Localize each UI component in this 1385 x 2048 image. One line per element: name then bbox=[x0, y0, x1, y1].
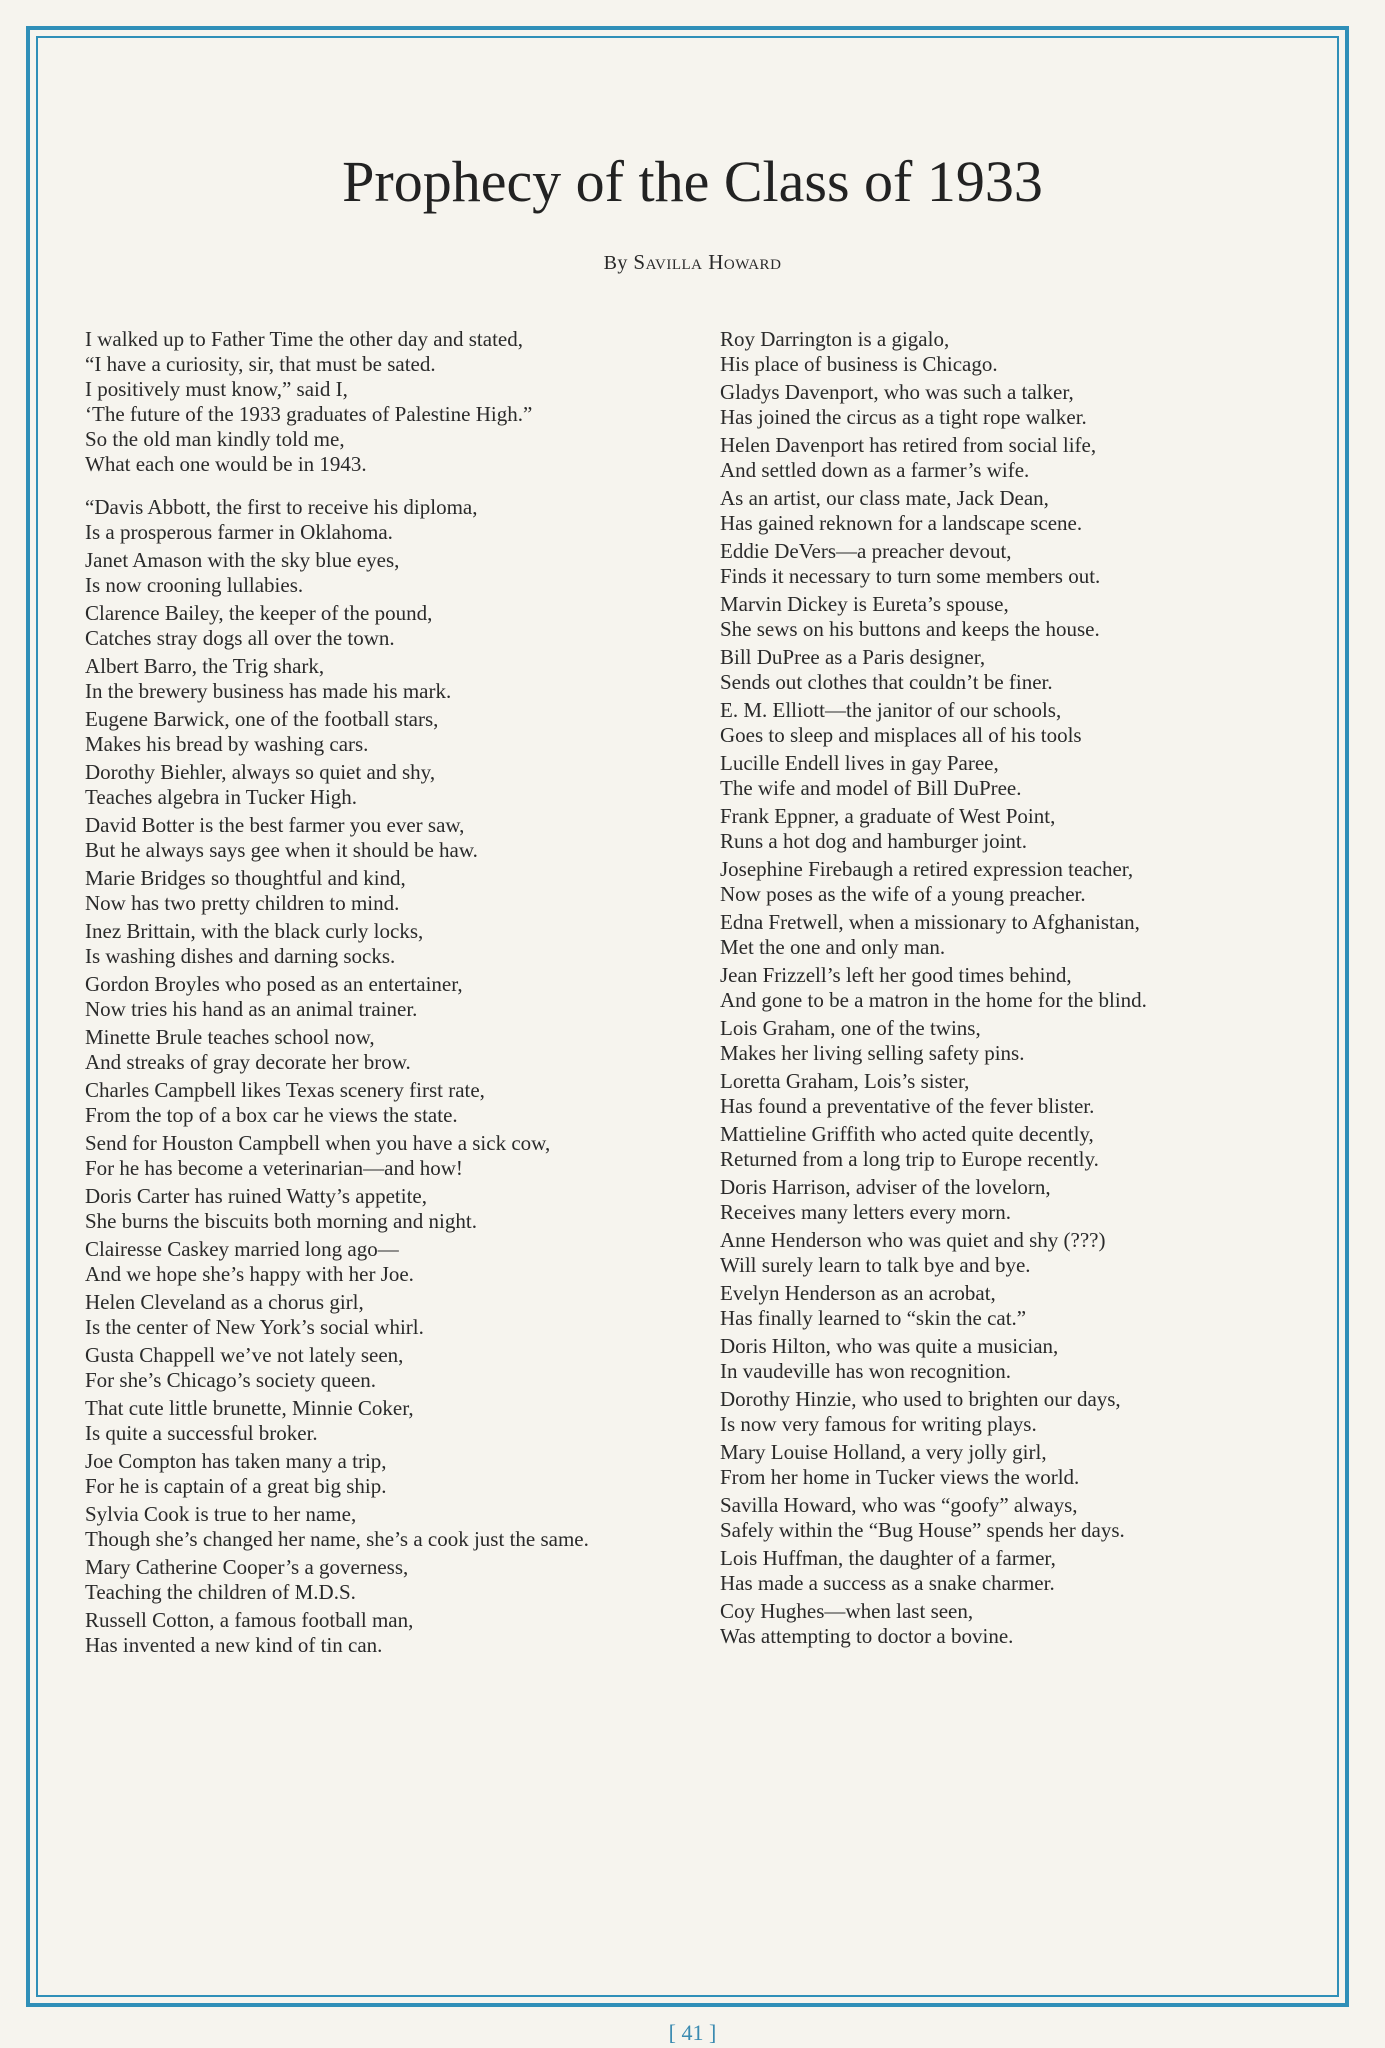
poem-stanza bbox=[720, 1493, 1332, 1543]
poem-line: The wife and model of Bill DuPree. bbox=[720, 776, 1022, 800]
poem-line: Runs a hot dog and hamburger joint. bbox=[720, 829, 1027, 853]
poem-line: Josephine Firebaugh a retired expression teacher, bbox=[720, 857, 1134, 881]
poem-line: Now poses as the wife of a young preacher. bbox=[720, 882, 1086, 906]
poem-line: Eugene Barwick, one of the football stars, bbox=[85, 707, 439, 731]
poem-line: Catches stray dogs all over the town. bbox=[85, 626, 395, 650]
poem-stanza bbox=[720, 1387, 1332, 1437]
poem-stanza bbox=[720, 1069, 1332, 1119]
poem-line: Receives many letters every morn. bbox=[720, 1200, 1011, 1224]
poem-stanza bbox=[85, 1290, 690, 1340]
poem-stanza bbox=[85, 1396, 690, 1446]
poem-line: Joe Compton has taken many a trip, bbox=[85, 1449, 387, 1473]
poem-line: Is a prosperous farmer in Oklahoma. bbox=[85, 520, 393, 544]
poem-stanza bbox=[720, 1175, 1332, 1225]
poem-stanza bbox=[85, 919, 690, 969]
poem-stanzas-right bbox=[720, 327, 1332, 1649]
poem-line: Is the center of New York’s social whirl. bbox=[85, 1315, 424, 1339]
poem-line: Goes to sleep and misplaces all of his tools bbox=[720, 723, 1082, 747]
poem-line: Has found a preventative of the fever blister. bbox=[720, 1094, 1095, 1118]
poem-line: Met the one and only man. bbox=[720, 935, 946, 959]
poem-stanza bbox=[720, 1440, 1332, 1490]
poem-line: Dorothy Hinzie, who used to brighten our days, bbox=[720, 1387, 1121, 1411]
poem-line: Doris Carter has ruined Watty’s appetite, bbox=[85, 1184, 427, 1208]
poem-stanza bbox=[85, 1608, 690, 1658]
poem-stanza bbox=[85, 866, 690, 916]
poem-line: Sends out clothes that couldn’t be finer. bbox=[720, 670, 1053, 694]
poem-line: Though she’s changed her name, she’s a cook just the same. bbox=[85, 1527, 589, 1551]
poem-line: For he has become a veterinarian—and how! bbox=[85, 1156, 463, 1180]
poem-line: And streaks of gray decorate her brow. bbox=[85, 1050, 411, 1074]
poem-line: Was attempting to doctor a bovine. bbox=[720, 1624, 1014, 1648]
poem-line: Marie Bridges so thoughtful and kind, bbox=[85, 866, 406, 890]
poem-line: From the top of a box car he views the state. bbox=[85, 1103, 458, 1127]
poem-line: Inez Brittain, with the black curly locks, bbox=[85, 919, 424, 943]
poem-stanza bbox=[720, 327, 1332, 377]
poem-column-right bbox=[720, 327, 1332, 1652]
poem-stanza bbox=[720, 1228, 1332, 1278]
poem-stanza bbox=[85, 1184, 690, 1234]
poem-line: For he is captain of a great big ship. bbox=[85, 1474, 387, 1498]
byline bbox=[0, 250, 1385, 275]
poem-stanza bbox=[720, 433, 1332, 483]
poem-stanza bbox=[85, 1078, 690, 1128]
poem-line: Roy Darrington is a gigalo, bbox=[720, 327, 950, 351]
poem-line: Sylvia Cook is true to her name, bbox=[85, 1502, 357, 1526]
poem-stanza bbox=[85, 1502, 690, 1552]
poem-line: What each one would be in 1943. bbox=[85, 452, 367, 476]
poem-line: Returned from a long trip to Europe recently. bbox=[720, 1147, 1099, 1171]
poem-line: Doris Harrison, adviser of the lovelorn, bbox=[720, 1175, 1051, 1199]
poem-stanza bbox=[85, 1343, 690, 1393]
poem-line: Charles Campbell likes Texas scenery first rate, bbox=[85, 1078, 485, 1102]
poem-line: Mattieline Griffith who acted quite decently, bbox=[720, 1122, 1094, 1146]
poem-line: Evelyn Henderson as an acrobat, bbox=[720, 1281, 996, 1305]
poem-stanza bbox=[720, 751, 1332, 801]
poem-line: Doris Hilton, who was quite a musician, bbox=[720, 1334, 1059, 1358]
poem-line: Gusta Chappell we’ve not lately seen, bbox=[85, 1343, 404, 1367]
poem-line: Jean Frizzell’s left her good times behind, bbox=[720, 963, 1072, 987]
poem-stanza bbox=[720, 645, 1332, 695]
poem-line: In the brewery business has made his mark. bbox=[85, 679, 452, 703]
poem-stanza bbox=[85, 548, 690, 598]
poem-line: Edna Fretwell, when a missionary to Afghanistan, bbox=[720, 910, 1140, 934]
poem-stanza bbox=[720, 1016, 1332, 1066]
poem-stanza bbox=[720, 804, 1332, 854]
poem-line: Savilla Howard, who was “goofy” always, bbox=[720, 1493, 1078, 1517]
poem-line: Has gained reknown for a landscape scene. bbox=[720, 511, 1083, 535]
poem-stanza bbox=[720, 698, 1332, 748]
poem-line: Teaches algebra in Tucker High. bbox=[85, 785, 358, 809]
poem-line: Gladys Davenport, who was such a talker, bbox=[720, 380, 1074, 404]
poem-line: Has made a success as a snake charmer. bbox=[720, 1571, 1055, 1595]
poem-line: Clairesse Caskey married long ago— bbox=[85, 1237, 399, 1261]
poem-line: In vaudeville has won recognition. bbox=[720, 1359, 1012, 1383]
poem-line: Loretta Graham, Lois’s sister, bbox=[720, 1069, 970, 1093]
poem-stanza bbox=[85, 1449, 690, 1499]
poem-line: Dorothy Biehler, always so quiet and shy, bbox=[85, 760, 436, 784]
poem-line: Lois Graham, one of the twins, bbox=[720, 1016, 981, 1040]
poem-stanzas-left bbox=[85, 495, 690, 1658]
poem-stanza bbox=[720, 486, 1332, 536]
poem-line: “Davis Abbott, the first to receive his diploma, bbox=[85, 495, 478, 519]
poem-line: I positively must know,” said I, bbox=[85, 377, 348, 401]
poem-line: And settled down as a farmer’s wife. bbox=[720, 458, 1030, 482]
poem-stanza bbox=[720, 1546, 1332, 1596]
poem-line: Helen Cleveland as a chorus girl, bbox=[85, 1290, 364, 1314]
poem-line: But he always says gee when it should be haw. bbox=[85, 838, 478, 862]
poem-line: Bill DuPree as a Paris designer, bbox=[720, 645, 986, 669]
poem-line: Teaching the children of M.D.S. bbox=[85, 1580, 356, 1604]
poem-line: Is now crooning lullabies. bbox=[85, 573, 304, 597]
poem-line: Janet Amason with the sky blue eyes, bbox=[85, 548, 400, 572]
poem-line: That cute little brunette, Minnie Coker, bbox=[85, 1396, 414, 1420]
poem-line: Clarence Bailey, the keeper of the pound, bbox=[85, 601, 433, 625]
poem-stanza bbox=[85, 1555, 690, 1605]
poem-line: I walked up to Father Time the other day and stated, bbox=[85, 327, 523, 351]
byline-author: Savilla Howard bbox=[633, 250, 782, 274]
poem-line: Finds it necessary to turn some members out. bbox=[720, 564, 1101, 588]
poem-line: Is washing dishes and darning socks. bbox=[85, 944, 396, 968]
poem-line: David Botter is the best farmer you ever saw, bbox=[85, 813, 465, 837]
poem-line: Eddie DeVers—a preacher devout, bbox=[720, 539, 1012, 563]
poem-line: Frank Eppner, a graduate of West Point, bbox=[720, 804, 1056, 828]
poem-intro-stanza bbox=[85, 327, 690, 477]
poem-stanza bbox=[85, 707, 690, 757]
poem-line: E. M. Elliott—the janitor of our schools, bbox=[720, 698, 1062, 722]
poem-stanza bbox=[85, 601, 690, 651]
poem-line: Mary Catherine Cooper’s a governess, bbox=[85, 1555, 409, 1579]
poem-stanza bbox=[85, 1237, 690, 1287]
poem-line: Send for Houston Campbell when you have a sick cow, bbox=[85, 1131, 551, 1155]
poem-stanza bbox=[85, 1025, 690, 1075]
poem-line: She burns the biscuits both morning and night. bbox=[85, 1209, 477, 1233]
poem-line: Has joined the circus as a tight rope walker. bbox=[720, 405, 1087, 429]
poem-line: Lucille Endell lives in gay Paree, bbox=[720, 751, 999, 775]
poem-line: Has invented a new kind of tin can. bbox=[85, 1633, 383, 1657]
poem-stanza bbox=[720, 592, 1332, 642]
poem-line: Is now very famous for writing plays. bbox=[720, 1412, 1037, 1436]
poem-line: And gone to be a matron in the home for the blind. bbox=[720, 988, 1147, 1012]
poem-stanza bbox=[720, 1122, 1332, 1172]
poem-line: Anne Henderson who was quiet and shy (???) bbox=[720, 1228, 1106, 1252]
poem-stanza bbox=[85, 760, 690, 810]
poem-stanza bbox=[720, 539, 1332, 589]
page-title: Prophecy of the Class of 1933 bbox=[342, 149, 1043, 214]
poem-line: Safely within the “Bug House” spends her days. bbox=[720, 1518, 1125, 1542]
poem-line: Coy Hughes—when last seen, bbox=[720, 1599, 974, 1623]
poem-stanza bbox=[720, 963, 1332, 1013]
byline-by: By bbox=[603, 252, 628, 274]
poem-line: Albert Barro, the Trig shark, bbox=[85, 654, 325, 678]
poem-line: Has finally learned to “skin the cat.” bbox=[720, 1306, 1027, 1330]
poem-stanza bbox=[85, 813, 690, 863]
poem-stanza bbox=[85, 654, 690, 704]
poem-line: Now tries his hand as an animal trainer. bbox=[85, 997, 418, 1021]
poem-line: “I have a curiosity, sir, that must be sated. bbox=[85, 352, 436, 376]
poem-line: Makes his bread by washing cars. bbox=[85, 732, 369, 756]
poem-line: Now has two pretty children to mind. bbox=[85, 891, 400, 915]
poem-stanza bbox=[85, 1131, 690, 1181]
poem-line: Will surely learn to talk bye and bye. bbox=[720, 1253, 1031, 1277]
poem-line: Marvin Dickey is Eureta’s spouse, bbox=[720, 592, 1009, 616]
poem-line: Russell Cotton, a famous football man, bbox=[85, 1608, 414, 1632]
poem-stanza bbox=[720, 857, 1332, 907]
poem-stanza bbox=[720, 910, 1332, 960]
poem-line: His place of business is Chicago. bbox=[720, 352, 998, 376]
poem-stanza bbox=[720, 1334, 1332, 1384]
poem-stanza bbox=[720, 1599, 1332, 1649]
poem-line: Is quite a successful broker. bbox=[85, 1421, 318, 1445]
poem-line: From her home in Tucker views the world. bbox=[720, 1465, 1080, 1489]
poem-line: Mary Louise Holland, a very jolly girl, bbox=[720, 1440, 1047, 1464]
poem-stanza bbox=[720, 380, 1332, 430]
poem-stanza bbox=[85, 972, 690, 1022]
poem-line: For she’s Chicago’s society queen. bbox=[85, 1368, 377, 1392]
poem-stanza bbox=[85, 495, 690, 545]
poem-stanza bbox=[720, 1281, 1332, 1331]
poem-line: So the old man kindly told me, bbox=[85, 427, 345, 451]
poem-line: As an artist, our class mate, Jack Dean, bbox=[720, 486, 1049, 510]
poem-line: Lois Huffman, the daughter of a farmer, bbox=[720, 1546, 1056, 1570]
poem-line: Makes her living selling safety pins. bbox=[720, 1041, 1025, 1065]
page-number: [ 41 ] bbox=[668, 2020, 717, 2045]
poem-column-left bbox=[85, 327, 690, 1661]
poem-line: And we hope she’s happy with her Joe. bbox=[85, 1262, 414, 1286]
poem-line: She sews on his buttons and keeps the house. bbox=[720, 617, 1100, 641]
poem-line: Minette Brule teaches school now, bbox=[85, 1025, 375, 1049]
poem-line: ‘The future of the 1933 graduates of Palestine High.” bbox=[85, 402, 533, 426]
poem-line: Gordon Broyles who posed as an entertainer, bbox=[85, 972, 463, 996]
poem-line: Helen Davenport has retired from social life, bbox=[720, 433, 1097, 457]
